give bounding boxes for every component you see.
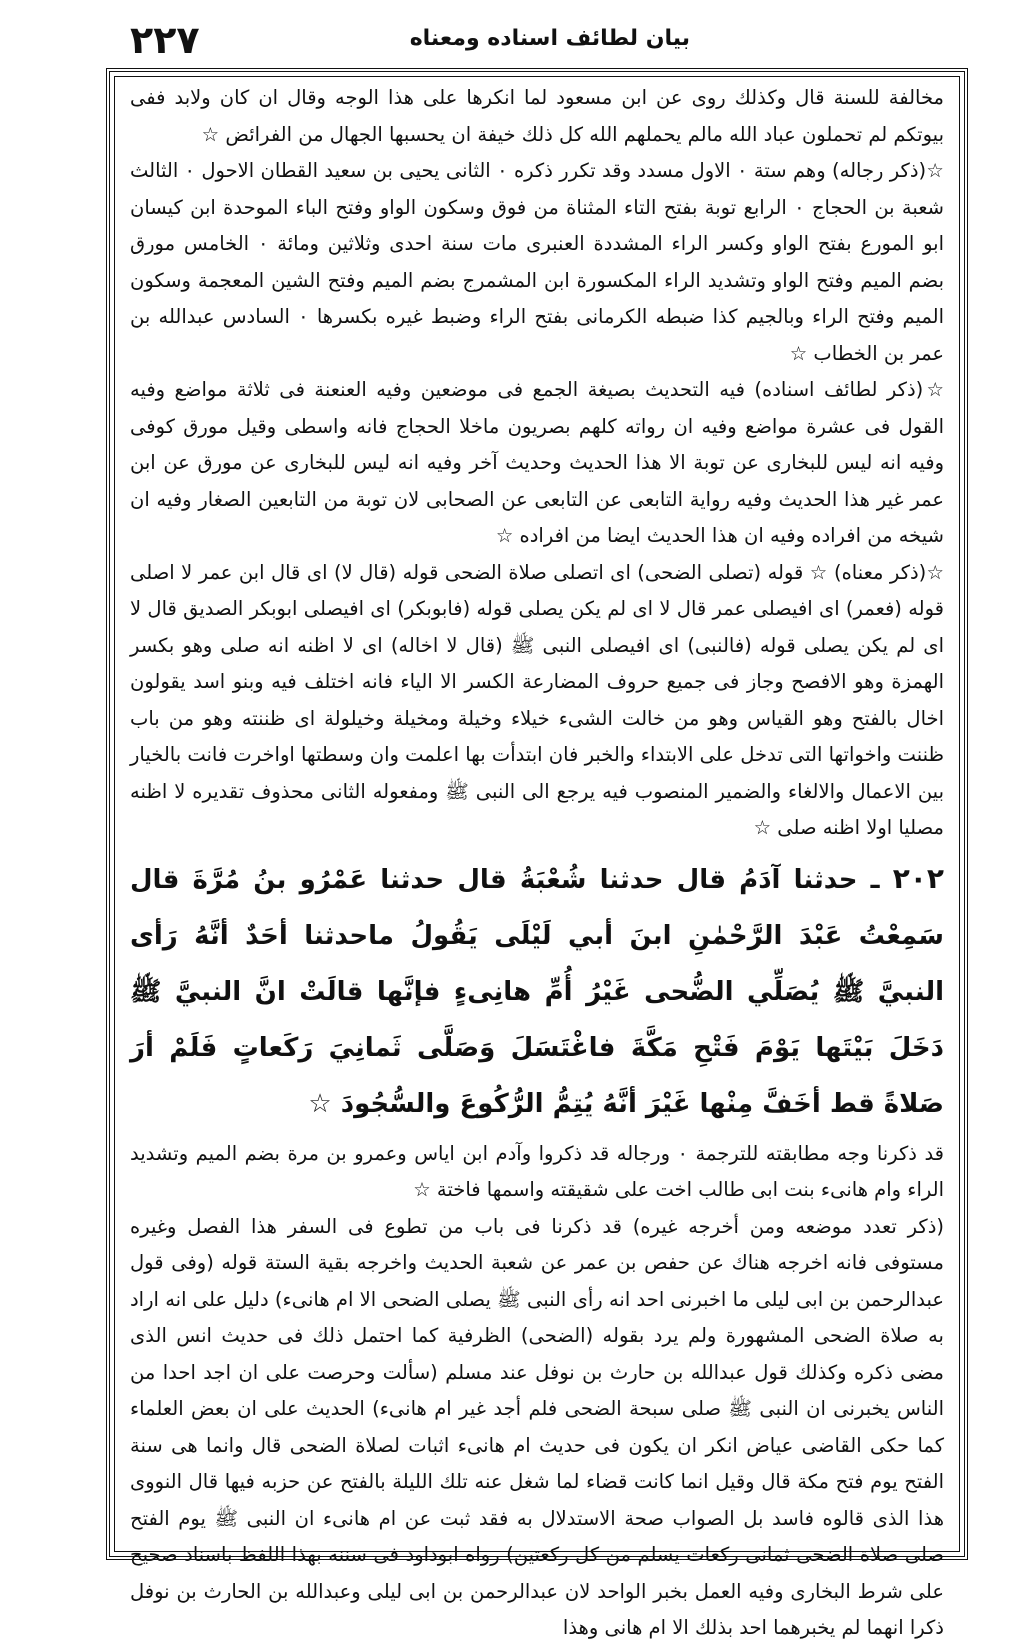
page-number: ٢٢٧ bbox=[130, 18, 200, 62]
text-frame bbox=[106, 68, 968, 1639]
paragraph-commentary-1: قد ذكرنا وجه مطابقته للترجمة ۰ ورجاله قد ذكروا وآدم ابن اياس وعمرو بن مرة بضم الميم وتشديد الراء وام هانىء بنت ابى طالب اخت على شقيقته واسمها فاختة ☆ bbox=[130, 1141, 944, 1201]
paragraph-intro: مخالفة للسنة قال وكذلك روى عن ابن مسعود لما انكرها على هذا الوجه وقال ان كان ولابد ففى بيوتكم لم تحملون عباد الله مالم يحملهم الله كل ذلك خيفة ان يحسبها الجهال من الفرائض ☆ bbox=[130, 86, 944, 146]
paragraph-commentary-2: (ذكر تعدد موضعه ومن أخرجه غيره) قد ذكرنا فى باب من تطوع فى السفر هذا الفصل وغيره مستوفى فانه اخرجه هناك عن حفص بن عمر عن شعبة الحديث واخرجه بقية الستة قوله (وفى قول عبدالرحمن بن ابى ليلى ما اخبرنى احد انه رأى النبى ﷺ يصلى الضحى الا ام هانىء) دليل على انه اراد به صلاة الضحى المشهورة ولم يرد بقوله (الضحى) الظرفية كما احتمل ذلك فى حديث انس الذى مضى ذكره وكذلك قول عبدالله بن حارث بن نوفل عند مسلم (سألت وحرصت على ان اجد احدا من الناس يخبرنى ان النبى ﷺ صلى سبحة الضحى فلم أجد غير ام هانىء) الحديث على ان بعض العلماء كما حكى القاضى عياض انكر ان يكون فى حديث ام هانىء اثبات لصلاة الضحى قال وانما هى سنة الفتح يوم فتح مكة قال وقيل انما كانت قضاء لما شغل عنه تلك الليلة بالفتح عن حزبه فيها قال النووى هذا الذى قالوه فاسد بل الصواب صحة الاستدلال به فقد ثبت عن ام هانىء ان النبى ﷺ يوم الفتح صلى صلاة الضحى ثمانى ركعات يسلم من كل ركعتين) رواه ابوداود فى سننه بهذا اللفظ باسناد صحيح على شرط البخارى وفيه العمل بخبر الواحد لان عبدالرحمن بن ابى ليلى وعبدالله بن الحارث بن نوفل ذكرا انهما لم يخبرهما احد بذلك الا ام هانى وهذا bbox=[130, 1214, 944, 1639]
page-body bbox=[120, 80, 954, 1647]
hadith-text: ـ حدثنا آدَمُ قال حدثنا شُعْبَةُ قال حدثنا عَمْرُو بنُ مُرَّةَ قال سَمِعْتُ عَبْدَ الرَّحْمٰنِ ابنَ أبي لَيْلَى يَقُولُ ماحدثنا أحَدٌ أنَّهُ رَأى النبيَّ ﷺ يُصَلِّي الضُّحى غَيْرُ أُمِّ هانِىءٍ فإنَّها قالَتْ انَّ النبيَّ ﷺ دَخَلَ بَيْتَها يَوْمَ فَتْحِ مَكَّةَ فاغْتَسَلَ وَصَلَّى ثَمانِيَ رَكَعاتٍ فَلَمْ أرَ صَلاةً قط أخَفَّ مِنْها غَيْرَ أنَّهُ يُتِمُّ الرُّكُوعَ والسُّجُودَ ☆ bbox=[130, 864, 944, 1119]
page-header bbox=[130, 18, 940, 62]
paragraph-meaning: ☆(ذكر معناه) ☆ قوله (تصلى الضحى) اى اتصلى صلاة الضحى قوله (قال لا) اى قال ابن عمر لا اصلى قوله (فعمر) اى افيصلى عمر قال لا اى لم يكن يصلى قوله (فابوبكر) اى افيصلى ابوبكر الصديق قال لا اى لم يكن يصلى قوله (فالنبى) اى افيصلى النبى ﷺ (قال لا اخاله) اى لا اظنه انه صلى وهو بكسر الهمزة وهو الافصح وجاز فى جميع حروف المضارعة الكسر الا الياء فانه اختلف فيه وبنو اسد يقولون اخال بالفتح وهو القياس وهو من خالت الشىء خيلاء وخيلة ومخيلة وخيلولة اى ظننته وهو من باب ظننت واخواتها التى تدخل على الابتداء والخبر فان ابتدأت بها اعلمت وان وسطتها اواخرت فانت بالخيار بين الاعمال والالغاء والضمير المنصوب فيه يرجع الى النبى ﷺ ومفعوله الثانى محذوف تقديره لا اظنه مصليا اولا اظنه صلى ☆ bbox=[130, 560, 944, 839]
paragraph-narrators: ☆(ذكر رجاله) وهم ستة ۰ الاول مسدد وقد تكرر ذكره ۰ الثانى يحيى بن سعيد القطان الاحول ۰ الثالث شعبة بن الحجاج ۰ الرابع توبة بفتح التاء المثناة من فوق وسكون الواو وفتح الباء الموحدة ابن كيسان ابو المورع بفتح الواو وكسر الراء المشددة العنبرى مات سنة احدى وثلاثين ومائة ۰ الخامس مورق بضم الميم وفتح الواو وتشديد الراء المكسورة ابن المشمرج بضم الميم وفتح الشين المعجمة وسكون الميم وفتح الراء وبالجيم كذا ضبطه الكرمانى بفتح الراء وضبط غيره بكسرها ۰ السادس عبدالله بن عمر بن الخطاب ☆ bbox=[130, 159, 944, 365]
running-title: بيان لطائف اسناده ومعناه bbox=[409, 26, 690, 51]
hadith-block bbox=[130, 851, 944, 1132]
hadith-number: ٢٠٢ bbox=[892, 861, 944, 895]
paragraph-isnad-subtleties: ☆(ذكر لطائف اسناده) فيه التحديث بصيغة الجمع فى موضعين وفيه العنعنة فى ثلاثة مواضع وفيه القول فى عشرة مواضع وفيه ان رواته كلهم بصريون ماخلا الحجاج فانه واسطى وقيل مورق كوفى وفيه انه ليس للبخارى عن توبة الا هذا الحديث وحديث آخر وفيه انه ليس للبخارى عن مورق عن ابن عمر غير هذا الحديث وفيه رواية التابعى عن التابعى عن الصحابى لان توبة من التابعين الصغار وفيه ان شيخه من افراده وفيه ان هذا الحديث ايضا من افراده ☆ bbox=[130, 378, 944, 547]
